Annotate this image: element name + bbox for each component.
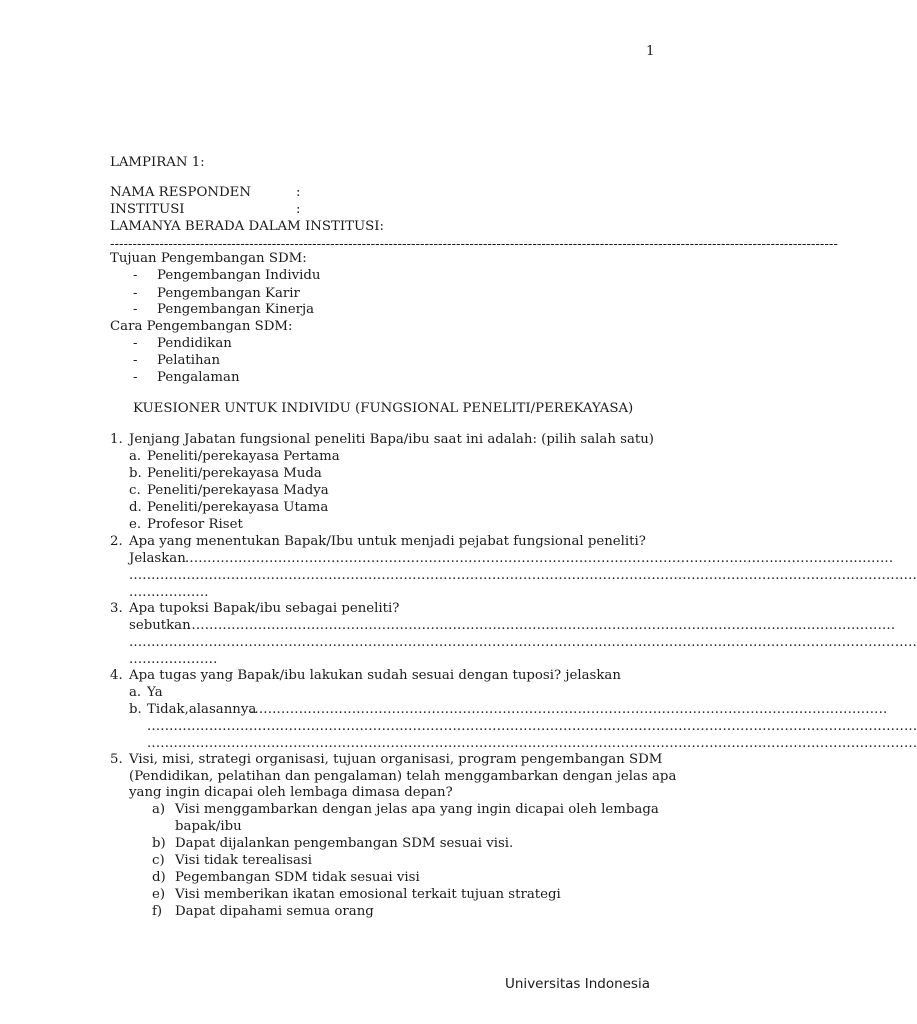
q1-option-text: Profesor Riset	[147, 517, 243, 532]
q1-option-label: e.	[129, 517, 142, 532]
q5-option-text: Visi memberikan ikatan emosional terkait tujuan strategi	[175, 887, 561, 902]
q1-option-label: a.	[129, 449, 142, 464]
q5-option-label: c)	[152, 853, 165, 868]
q5-text-line: (Pendidikan, pelatihan dan pengalaman) telah menggambarkan dengan jelas apa	[129, 769, 677, 784]
answer-line[interactable]: ................................................................................................................................................................	[187, 618, 896, 633]
q5-option-label: b)	[152, 836, 166, 851]
q4-option-label: a.	[129, 685, 142, 700]
tujuan-title: Tujuan Pengembangan SDM:	[110, 251, 307, 266]
q1-option-text: Peneliti/perekayasa Muda	[147, 466, 322, 481]
bullet-dash: -	[133, 302, 138, 317]
kuesioner-title: KUESIONER UNTUK INDIVIDU (FUNGSIONAL PENELITI/PEREKAYASA)	[133, 401, 634, 416]
cara-title: Cara Pengembangan SDM:	[110, 319, 293, 334]
q2-prompt: Jelaskan	[129, 551, 186, 566]
answer-line[interactable]: ..............................................................................................................................................................................	[147, 719, 917, 734]
lamanya-label: LAMANYA BERADA DALAM INSTITUSI:	[110, 219, 385, 234]
answer-line[interactable]: ................................................................................................................................................................	[185, 551, 894, 566]
answer-line[interactable]: ..................................................................................................................................................................................	[129, 635, 917, 650]
q1-text: Jenjang Jabatan fungsional peneliti Bapa/ibu saat ini adalah: (pilih salah satu)	[129, 432, 654, 447]
cara-item: Pengalaman	[157, 370, 240, 385]
q5-option-text: Dapat dijalankan pengembangan SDM sesuai visi.	[175, 836, 514, 851]
page-number: 1	[646, 44, 655, 59]
q1-option-text: Peneliti/perekayasa Madya	[147, 483, 329, 498]
cara-item: Pelatihan	[157, 353, 221, 368]
q3-number: 3.	[110, 601, 123, 616]
q4-text: Apa tugas yang Bapak/ibu lakukan sudah sesuai dengan tuposi? jelaskan	[129, 668, 621, 683]
q5-option-label: e)	[152, 887, 166, 902]
q2-number: 2.	[110, 534, 123, 549]
q2-text: Apa yang menentukan Bapak/Ibu untuk menjadi pejabat fungsional peneliti?	[129, 534, 646, 549]
q5-option-text: Visi menggambarkan dengan jelas apa yang ingin dicapai oleh lembaga	[175, 802, 659, 817]
bullet-dash: -	[133, 286, 138, 301]
answer-line[interactable]: ..............................................................................................................................................................................	[147, 736, 917, 751]
nama-responden-colon: :	[296, 185, 301, 200]
q1-option-text: Peneliti/perekayasa Utama	[147, 500, 329, 515]
tujuan-item: Pengembangan Kinerja	[157, 302, 315, 317]
bullet-dash: -	[133, 268, 138, 283]
bullet-dash: -	[133, 353, 138, 368]
q5-text-line: yang ingin dicapai oleh lembaga dimasa depan?	[129, 785, 453, 800]
answer-line[interactable]: ..................	[129, 585, 209, 600]
q5-option-text: Pegembangan SDM tidak sesuai visi	[175, 870, 420, 885]
q5-number: 5.	[110, 752, 123, 767]
q1-number: 1.	[110, 432, 123, 447]
q4-option-text: Tidak,alasannya	[147, 702, 257, 717]
institusi-label: INSTITUSI	[110, 202, 185, 217]
tujuan-item: Pengembangan Karir	[157, 286, 300, 301]
q4-option-text: Ya	[147, 685, 163, 700]
q1-option-text: Peneliti/perekayasa Pertama	[147, 449, 340, 464]
bullet-dash: -	[133, 370, 138, 385]
answer-line[interactable]: ....................	[129, 652, 218, 667]
q5-text-line: Visi, misi, strategi organisasi, tujuan organisasi, program pengembangan SDM	[129, 752, 663, 767]
separator-dashes: ------------------------------------------------------------------------------------------------------------------------------------------------------------------	[110, 237, 838, 252]
q1-option-label: c.	[129, 483, 141, 498]
q1-option-label: b.	[129, 466, 142, 481]
q5-option-text: Dapat dipahami semua orang	[175, 904, 374, 919]
lampiran-heading: LAMPIRAN 1:	[110, 155, 205, 170]
institusi-colon: :	[296, 202, 301, 217]
q5-option-text: Visi tidak terealisasi	[175, 853, 312, 868]
tujuan-item: Pengembangan Individu	[157, 268, 321, 283]
q5-option-label: f)	[152, 904, 163, 919]
q4-option-label: b.	[129, 702, 142, 717]
q3-prompt: sebutkan	[129, 618, 191, 633]
q5-option-text-cont: bapak/ibu	[175, 819, 242, 834]
bullet-dash: -	[133, 336, 138, 351]
cara-item: Pendidikan	[157, 336, 232, 351]
footer-university: Universitas Indonesia	[505, 976, 650, 992]
q4-number: 4.	[110, 668, 123, 683]
nama-responden-label: NAMA RESPONDEN	[110, 185, 251, 200]
answer-line[interactable]: ................................................................................................................................................	[250, 702, 888, 717]
q3-text: Apa tupoksi Bapak/ibu sebagai peneliti?	[129, 601, 400, 616]
answer-line[interactable]: ..................................................................................................................................................................................	[129, 568, 917, 583]
q5-option-label: d)	[152, 870, 166, 885]
q5-option-label: a)	[152, 802, 166, 817]
q1-option-label: d.	[129, 500, 142, 515]
